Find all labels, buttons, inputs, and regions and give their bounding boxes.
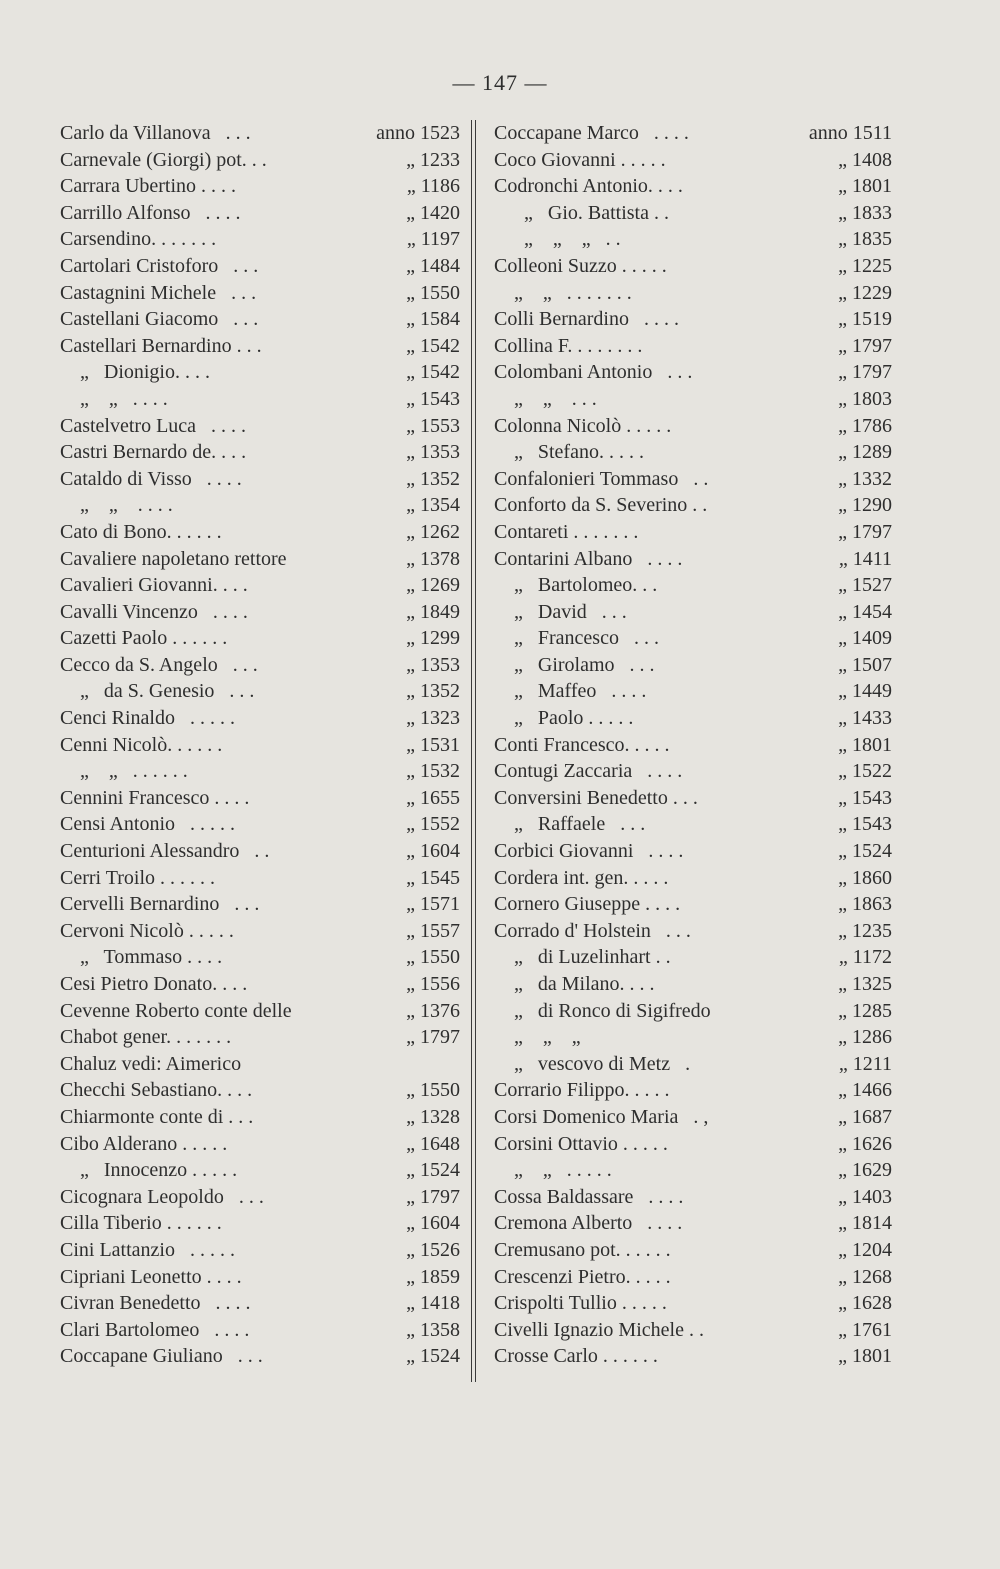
- entry-year: „ 1172: [838, 946, 892, 969]
- index-entry: [60, 280, 460, 307]
- entry-year: anno 1523: [376, 122, 460, 144]
- entry-name: Corrario Filippo. . . . .: [494, 1079, 670, 1102]
- entry-year: „ 1543: [406, 387, 460, 410]
- index-entry: [60, 1131, 460, 1158]
- entry-name: Cecco da S. Angelo . . .: [60, 653, 258, 676]
- entry-year: „ 1629: [838, 1159, 892, 1182]
- index-entry: [494, 1237, 892, 1264]
- index-entry: [60, 865, 460, 892]
- entry-name: Cilla Tiberio . . . . . .: [60, 1212, 222, 1235]
- entry-year: „ 1409: [838, 627, 892, 650]
- entry-name: „ Francesco . . .: [494, 627, 659, 650]
- index-entry: [60, 1051, 460, 1078]
- entry-year: „ 1833: [838, 201, 892, 224]
- entry-name: Cesi Pietro Donato. . . .: [60, 973, 248, 995]
- entry-year: „ 1352: [406, 680, 460, 703]
- entry-name: „ Tommaso . . . .: [60, 946, 223, 969]
- index-entry: [60, 811, 460, 838]
- entry-year: „ 1814: [838, 1212, 892, 1235]
- entry-year: „ 1522: [838, 760, 892, 783]
- index-entry: [60, 891, 460, 918]
- index-entry: [60, 572, 460, 599]
- index-entry: [60, 200, 460, 227]
- entry-year: „ 1524: [406, 1345, 460, 1368]
- index-entry: [60, 466, 460, 493]
- entry-name: „ di Ronco di Sigifredo: [494, 999, 711, 1022]
- entry-name: „ „ . . . . . . .: [494, 281, 632, 304]
- index-entry: [494, 386, 892, 413]
- entry-year: „ 1269: [406, 574, 460, 597]
- index-entry: [494, 918, 892, 945]
- index-entry: [494, 546, 892, 573]
- entry-name: „ Raffaele . . .: [494, 813, 646, 836]
- entry-year: „ 1524: [406, 1159, 460, 1182]
- page-number: — 147 —: [452, 70, 548, 95]
- index-entry: [60, 1343, 460, 1370]
- entry-name: Corrado d' Holstein . . .: [494, 919, 691, 942]
- index-entry: [494, 413, 892, 440]
- entry-name: „ Innocenzo . . . . .: [60, 1159, 238, 1182]
- index-entry: [494, 359, 892, 386]
- entry-year: „ 1299: [406, 627, 460, 650]
- entry-name: „ „ . . . .: [60, 494, 173, 517]
- index-entry: [60, 918, 460, 945]
- entry-year: „ 1543: [838, 786, 892, 809]
- index-entry: [60, 944, 460, 971]
- index-entry: [60, 492, 460, 519]
- entry-name: Castri Bernardo de. . . .: [60, 441, 247, 464]
- entry-year: „ 1553: [406, 414, 460, 437]
- entry-year: „ 1323: [406, 707, 460, 730]
- entry-name: Censi Antonio . . . . .: [60, 813, 236, 836]
- index-entry: [494, 1317, 892, 1344]
- entry-year: „ 1353: [406, 653, 460, 676]
- index-entry: [494, 253, 892, 280]
- entry-year: „ 1801: [838, 1345, 892, 1368]
- entry-name: Crosse Carlo . . . . . .: [494, 1345, 658, 1368]
- index-entry: [60, 173, 460, 200]
- entry-name: Cervelli Bernardino . . .: [60, 893, 260, 916]
- entry-year: „ 1352: [406, 467, 460, 490]
- index-entry: [494, 599, 892, 626]
- entry-name: Collina F. . . . . . . .: [494, 334, 643, 357]
- index-entry: [60, 1077, 460, 1104]
- entry-year: „ 1835: [838, 228, 892, 251]
- entry-name: „ Gio. Battista . .: [494, 201, 669, 224]
- entry-year: „ 1797: [406, 1185, 460, 1208]
- entry-year: „ 1786: [838, 414, 892, 437]
- index-entry: [494, 1104, 892, 1131]
- entry-year: „ 1268: [838, 1265, 892, 1288]
- entry-name: „ David . . .: [494, 600, 627, 623]
- index-entry: [494, 625, 892, 652]
- index-entry: [494, 758, 892, 785]
- index-entry: [60, 1024, 460, 1051]
- entry-name: Cato di Bono. . . . . .: [60, 520, 222, 543]
- index-entry: [60, 1157, 460, 1184]
- entry-year: „ 1197: [406, 228, 460, 251]
- entry-name: „ Girolamo . . .: [494, 653, 655, 676]
- entry-year: „ 1454: [838, 600, 892, 623]
- entry-year: „ 1403: [838, 1185, 892, 1208]
- entry-name: Cipriani Leonetto . . . .: [60, 1265, 242, 1288]
- entry-year: „ 1797: [406, 1026, 460, 1049]
- index-entry: [60, 1210, 460, 1237]
- entry-year: „ 1801: [838, 175, 892, 198]
- entry-name: „ da Milano. . . .: [494, 973, 655, 995]
- index-entry: [494, 1290, 892, 1317]
- index-entry: [60, 758, 460, 785]
- entry-name: Chaluz vedi: Aimerico: [60, 1052, 242, 1075]
- entry-name: Colli Bernardino . . . .: [494, 308, 679, 331]
- entry-name: Cibo Alderano . . . . .: [60, 1132, 228, 1155]
- entry-year: „ 1584: [406, 308, 460, 331]
- entry-name: Coccapane Marco . . . .: [494, 122, 689, 144]
- index-entry: [494, 306, 892, 333]
- index-entry: [494, 811, 892, 838]
- index-entry: [494, 492, 892, 519]
- entry-name: Cornero Giuseppe . . . .: [494, 893, 681, 916]
- index-entry: [494, 785, 892, 812]
- entry-name: Crispolti Tullio . . . . .: [494, 1292, 667, 1315]
- index-entry: [494, 865, 892, 892]
- entry-name: Carlo da Villanova . . .: [60, 122, 251, 144]
- index-entry: [60, 546, 460, 573]
- entry-name: Cazetti Paolo . . . . . .: [60, 627, 228, 650]
- index-entry: [494, 838, 892, 865]
- entry-name: Colombani Antonio . . .: [494, 361, 693, 384]
- index-entry: [60, 1237, 460, 1264]
- entry-name: „ Maffeo . . . .: [494, 680, 647, 703]
- entry-year: „ 1860: [838, 866, 892, 889]
- entry-name: Codronchi Antonio. . . .: [494, 175, 683, 198]
- entry-year: „ 1325: [838, 973, 892, 995]
- entry-year: „ 1532: [406, 760, 460, 783]
- entry-name: Contugi Zaccaria . . . .: [494, 760, 683, 783]
- entry-name: Cossa Baldassare . . . .: [494, 1185, 684, 1208]
- index-entry: [494, 732, 892, 759]
- left-index-column: [60, 120, 460, 1370]
- index-entry: [494, 705, 892, 732]
- index-entry: [494, 1157, 892, 1184]
- index-entry: [60, 253, 460, 280]
- index-entry: [494, 333, 892, 360]
- index-entry: [494, 678, 892, 705]
- entry-name: „ da S. Genesio . . .: [60, 680, 255, 703]
- entry-name: „ vescovo di Metz .: [494, 1052, 691, 1075]
- entry-year: „ 1550: [406, 281, 460, 304]
- entry-year: „ 1626: [838, 1132, 892, 1155]
- entry-year: „ 1186: [406, 175, 460, 198]
- index-entry: [60, 120, 460, 147]
- entry-name: Contareti . . . . . . .: [494, 520, 639, 543]
- entry-name: Clari Bartolomeo . . . .: [60, 1318, 250, 1341]
- entry-year: „ 1519: [838, 308, 892, 331]
- entry-year: „ 1332: [838, 467, 892, 490]
- index-entry: [60, 732, 460, 759]
- index-entry: [494, 439, 892, 466]
- entry-name: Conforto da S. Severino . .: [494, 494, 708, 517]
- entry-year: anno 1511: [808, 122, 892, 144]
- entry-year: „ 1233: [406, 148, 460, 171]
- entry-name: Colonna Nicolò . . . . .: [494, 414, 672, 437]
- entry-year: „ 1285: [838, 999, 892, 1022]
- entry-name: Cini Lattanzio . . . . .: [60, 1238, 235, 1261]
- index-entry: [494, 971, 892, 998]
- entry-year: „ 1797: [838, 334, 892, 357]
- index-entry: [60, 147, 460, 174]
- entry-year: „ 1655: [406, 786, 460, 809]
- entry-name: Carsendino. . . . . . .: [60, 228, 217, 251]
- entry-year: „ 1604: [406, 840, 460, 863]
- entry-year: „ 1550: [406, 1079, 460, 1102]
- entry-name: Cenci Rinaldo . . . . .: [60, 707, 235, 730]
- entry-name: „ „ „: [494, 1026, 581, 1049]
- entry-year: „ 1527: [838, 574, 892, 597]
- entry-name: Cataldo di Visso . . . .: [60, 467, 242, 490]
- entry-year: „ 1418: [406, 1292, 460, 1315]
- entry-year: „ 1797: [838, 520, 892, 543]
- entry-year: „ 1408: [838, 148, 892, 171]
- entry-year: „ 1353: [406, 441, 460, 464]
- entry-year: „ 1687: [838, 1105, 892, 1128]
- index-entry: [60, 652, 460, 679]
- index-entry: [494, 280, 892, 307]
- entry-year: „ 1604: [406, 1212, 460, 1235]
- index-entry: [60, 1317, 460, 1344]
- index-entry: [494, 200, 892, 227]
- entry-name: Cavalli Vincenzo . . . .: [60, 600, 248, 623]
- entry-name: „ „ . . . .: [60, 387, 168, 410]
- entry-year: „ 1550: [406, 946, 460, 969]
- entry-name: Corsini Ottavio . . . . .: [494, 1132, 668, 1155]
- index-entry: [60, 838, 460, 865]
- index-entry: [494, 1077, 892, 1104]
- entry-year: „ 1358: [406, 1318, 460, 1341]
- entry-name: Carnevale (Giorgi) pot. . .: [60, 148, 267, 171]
- entry-year: „ 1289: [838, 441, 892, 464]
- entry-year: „ 1484: [406, 254, 460, 277]
- index-entry: [494, 891, 892, 918]
- entry-name: Coccapane Giuliano . . .: [60, 1345, 263, 1368]
- entry-year: „ 1328: [406, 1105, 460, 1128]
- entry-name: Castellani Giacomo . . .: [60, 308, 259, 331]
- index-entry: [60, 998, 460, 1025]
- entry-year: „ 1225: [838, 254, 892, 277]
- entry-name: Checchi Sebastiano. . . .: [60, 1079, 253, 1102]
- entry-name: Chabot gener. . . . . . .: [60, 1026, 232, 1049]
- entry-year: „ 1863: [838, 893, 892, 916]
- index-entry: [60, 359, 460, 386]
- entry-year: „ 1797: [838, 361, 892, 384]
- entry-year: „ 1354: [406, 494, 460, 517]
- index-entry: [60, 386, 460, 413]
- entry-year: „ 1849: [406, 600, 460, 623]
- index-entry: [60, 625, 460, 652]
- entry-name: Cavaliere napoletano rettore: [60, 547, 287, 570]
- index-entry: [60, 1290, 460, 1317]
- index-entry: [494, 173, 892, 200]
- entry-name: Confalonieri Tommaso . .: [494, 467, 709, 490]
- entry-year: „ 1557: [406, 919, 460, 942]
- entry-year: „ 1235: [838, 919, 892, 942]
- entry-name: Cerri Troilo . . . . . .: [60, 866, 216, 889]
- entry-name: Corsi Domenico Maria . ,: [494, 1105, 709, 1128]
- entry-name: Cennini Francesco . . . .: [60, 786, 250, 809]
- entry-name: „ „ . . . . .: [494, 1159, 612, 1182]
- index-entry: [494, 120, 892, 147]
- entry-year: „ 1531: [406, 733, 460, 756]
- entry-year: „ 1376: [406, 999, 460, 1022]
- column-divider: [471, 120, 476, 1382]
- entry-name: Castelvetro Luca . . . .: [60, 414, 247, 437]
- entry-year: „ 1262: [406, 520, 460, 543]
- index-entry: [60, 226, 460, 253]
- index-entry: [494, 1184, 892, 1211]
- index-entry: [494, 1264, 892, 1291]
- index-entry: [60, 599, 460, 626]
- index-entry: [494, 1131, 892, 1158]
- index-entry: [60, 413, 460, 440]
- entry-year: „ 1290: [838, 494, 892, 517]
- entry-name: Castagnini Michele . . .: [60, 281, 257, 304]
- entry-name: „ Dionigio. . . .: [60, 361, 210, 384]
- entry-year: „ 1507: [838, 653, 892, 676]
- entry-name: „ „ „ . .: [494, 228, 621, 251]
- index-entry: [60, 1184, 460, 1211]
- entry-name: Cordera int. gen. . . . .: [494, 866, 669, 889]
- entry-year: „ 1859: [406, 1265, 460, 1288]
- entry-year: „ 1449: [838, 680, 892, 703]
- entry-name: Crescenzi Pietro. . . . .: [494, 1265, 671, 1288]
- entry-name: Civran Benedetto . . . .: [60, 1292, 251, 1315]
- index-entry: [494, 147, 892, 174]
- entry-name: „ „ . . .: [494, 387, 597, 410]
- index-entry: [494, 944, 892, 971]
- entry-year: „ 1204: [838, 1238, 892, 1261]
- index-entry: [494, 652, 892, 679]
- entry-name: Cevenne Roberto conte delle: [60, 999, 292, 1022]
- entry-year: „ 1803: [838, 387, 892, 410]
- entry-name: Cervoni Nicolò . . . . .: [60, 919, 234, 942]
- entry-name: Cremona Alberto . . . .: [494, 1212, 683, 1235]
- index-entry: [60, 1264, 460, 1291]
- index-entry: [60, 705, 460, 732]
- entry-name: „ Paolo . . . . .: [494, 707, 634, 730]
- entry-name: Coco Giovanni . . . . .: [494, 148, 666, 171]
- index-entry: [60, 971, 460, 998]
- entry-name: Carrillo Alfonso . . . .: [60, 201, 241, 224]
- entry-name: Chiarmonte conte di . . .: [60, 1105, 254, 1128]
- entry-name: „ „ . . . . . .: [60, 760, 188, 783]
- index-entry: [60, 439, 460, 466]
- entry-year: „ 1543: [838, 813, 892, 836]
- index-entry: [60, 333, 460, 360]
- entry-year: „ 1433: [838, 707, 892, 730]
- entry-year: „ 1542: [406, 334, 460, 357]
- index-entry: [494, 1210, 892, 1237]
- entry-year: „ 1526: [406, 1238, 460, 1261]
- entry-year: „ 1545: [406, 866, 460, 889]
- entry-year: „ 1542: [406, 361, 460, 384]
- entry-name: Cicognara Leopoldo . . .: [60, 1185, 264, 1208]
- entry-year: „ 1411: [838, 547, 892, 570]
- entry-name: „ Stefano. . . . .: [494, 441, 644, 464]
- index-entry: [60, 519, 460, 546]
- entry-year: „ 1466: [838, 1079, 892, 1102]
- entry-name: Corbici Giovanni . . . .: [494, 840, 684, 863]
- index-entry: [60, 1104, 460, 1131]
- entry-year: „ 1420: [406, 201, 460, 224]
- index-entry: [494, 1343, 892, 1370]
- index-entry: [494, 998, 892, 1025]
- index-entry: [494, 1024, 892, 1051]
- index-entry: [60, 306, 460, 333]
- entry-year: „ 1229: [838, 281, 892, 304]
- entry-year: „ 1571: [406, 893, 460, 916]
- entry-year: „ 1648: [406, 1132, 460, 1155]
- index-entry: [494, 519, 892, 546]
- index-entry: [60, 678, 460, 705]
- index-entry: [60, 785, 460, 812]
- entry-name: Castellari Bernardino . . .: [60, 334, 262, 357]
- index-entry: [494, 226, 892, 253]
- entry-year: „ 1552: [406, 813, 460, 836]
- entry-year: „ 1211: [838, 1052, 892, 1075]
- entry-name: Cremusano pot. . . . . .: [494, 1238, 671, 1261]
- entry-year: „ 1801: [838, 733, 892, 756]
- entry-year: „ 1761: [838, 1318, 892, 1341]
- entry-year: „ 1286: [838, 1026, 892, 1049]
- entry-year: „ 1524: [838, 840, 892, 863]
- entry-year: „ 1628: [838, 1292, 892, 1315]
- entry-name: Conversini Benedetto . . .: [494, 786, 698, 809]
- index-entry: [494, 466, 892, 493]
- entry-name: Carrara Ubertino . . . .: [60, 175, 237, 198]
- entry-name: „ Bartolomeo. . .: [494, 574, 658, 597]
- index-entry: [494, 1051, 892, 1078]
- entry-year: „ 1556: [406, 973, 460, 995]
- entry-year: „ 1378: [406, 547, 460, 570]
- entry-name: Centurioni Alessandro . .: [60, 840, 270, 863]
- right-index-column: [494, 120, 892, 1370]
- entry-name: Cavalieri Giovanni. . . .: [60, 574, 248, 597]
- entry-name: Colleoni Suzzo . . . . .: [494, 254, 667, 277]
- entry-name: Civelli Ignazio Michele . .: [494, 1318, 704, 1341]
- entry-name: Conti Francesco. . . . .: [494, 733, 670, 756]
- entry-name: „ di Luzelinhart . .: [494, 946, 671, 969]
- index-entry: [494, 572, 892, 599]
- entry-name: Cenni Nicolò. . . . . .: [60, 733, 223, 756]
- entry-name: Contarini Albano . . . .: [494, 547, 683, 570]
- entry-name: Cartolari Cristoforo . . .: [60, 254, 259, 277]
